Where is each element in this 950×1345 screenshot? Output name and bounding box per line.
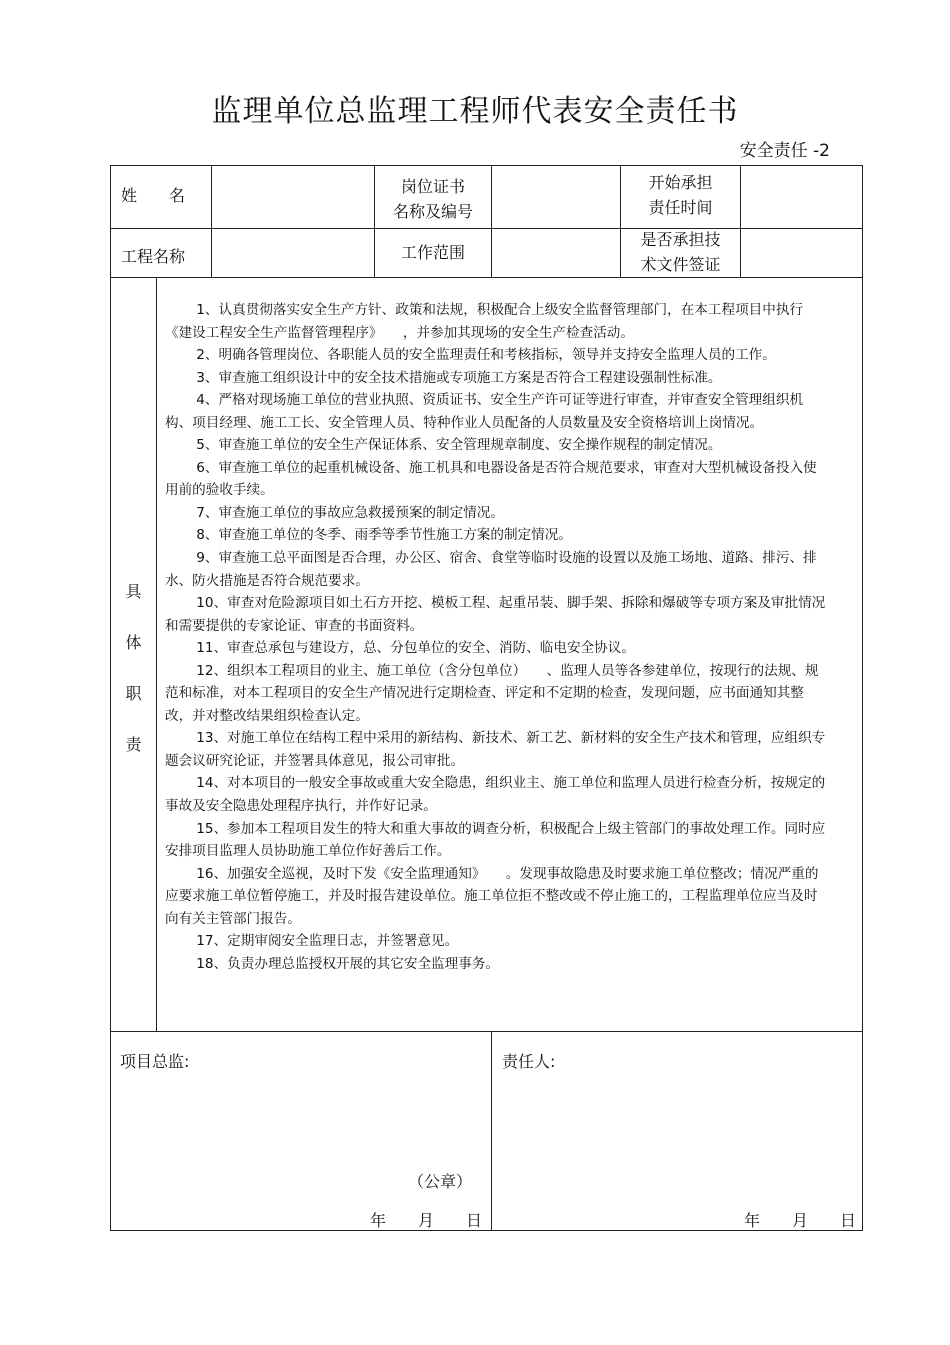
start-time-label-line2: 责任时间 [648,198,713,217]
tech-sign-label-line2: 术文件签证 [640,255,721,274]
duties-label-char: 责 [125,735,142,754]
duty-item: 12、组织本工程项目的业主、施工单位（含分包单位） 、监理人员等各参建单位，按现行的法规、规范和标准，对本工程项目的安全生产情况进行定期检查、评定和不定期的检查，发现问题，应书面通知其整改，并对整改结果组织检查认定。 [165,662,819,724]
duty-item: 13、对施工单位在结构工程中采用的新结构、新技术、新工艺、新材料的安全生产技术和管理，应组织专题会议研究论证，并签署具体意见，报公司审批。 [165,730,826,769]
duties-label-char: 具 [125,582,142,601]
start-time-label-line1: 开始承担 [648,173,713,192]
duty-item: 8、审查施工单位的冬季、雨季等季节性施工方案的制定情况。 [196,527,572,544]
duty-item: 18、负责办理总监授权开展的其它安全监理事务。 [196,955,500,972]
name-label: 姓 名 [121,186,186,205]
start-time-label [621,170,740,220]
duty-item: 6、审查施工单位的起重机械设备、施工机具和电器设备是否符合规范要求，审查对大型机械设备投入使用前的验收手续。 [165,459,817,499]
duties-label-char: 职 [125,684,142,703]
document-number: 安全责任 -2 [739,141,830,161]
left-date: 年 月 日 [370,1211,483,1230]
duty-item: 11、审查总承包与建设方，总、分包单位的安全、消防、临电安全协议。 [196,640,635,657]
duty-item: 3、审查施工组织设计中的安全技术措施或专项施工方案是否符合工程建设强制性标准。 [196,369,722,386]
duty-item: 2、明确各管理岗位、各职能人员的安全监理责任和考核指标，领导并支持安全监理人员的工作。 [196,347,776,364]
official-seal-label: （公章） [408,1172,473,1191]
duty-item: 10、审查对危险源项目如土石方开挖、模板工程、起重吊装、脚手架、拆除和爆破等专项方案及审批情况和需要提供的专家论证、审查的书面资料。 [165,595,826,634]
duties-label [111,566,156,770]
tech-sign-field[interactable] [741,229,862,277]
duty-item: 7、审查施工单位的事故应急救援预案的制定情况。 [196,504,504,521]
duty-item: 16、加强安全巡视，及时下发《安全监理通知》 。发现事故隐患及时要求施工单位整改；情况严重的应要求施工单位暂停施工，并及时报告建设单位。施工单位拒不整改或不停止施工的，工程监理单位应当及时向有关主管部门报告。 [165,865,819,927]
right-date: 年 月 日 [744,1211,857,1230]
document-title: 监理单位总监理工程师代表安全责任书 [211,94,739,129]
duties-list [165,299,830,975]
cert-label-line1: 岗位证书 [400,177,465,196]
duty-item: 17、定期审阅安全监理日志，并签署意见。 [196,933,459,950]
duty-item: 14、对本项目的一般安全事故或重大安全隐患，组织业主、施工单位和监理人员进行检查分析，按规定的事故及安全隐患处理程序执行，并作好记录。 [165,775,826,815]
duty-item: 5、审查施工单位的安全生产保证体系、安全管理规章制度、安全操作规程的制定情况。 [196,437,722,454]
project-name-label: 工程名称 [121,247,186,266]
responsible-person-label: 责任人: [502,1052,556,1071]
duty-item: 15、参加本工程项目发生的特大和重大事故的调查分析，积极配合上级主管部门的事故处理工作。同时应安排项目监理人员协助施工单位作好善后工作。 [165,820,826,860]
work-scope-field[interactable] [492,229,620,277]
project-director-signature-area[interactable] [112,1075,480,1175]
project-director-label: 项目总监: [120,1052,190,1071]
tech-sign-label [621,227,740,277]
duty-item: 1、认真贯彻落实安全生产方针、政策和法规，积极配合上级安全监督管理部门，在本工程项目中执行《建设工程安全生产监督管理程序》 ，并参加其现场的安全生产检查活动。 [165,302,804,341]
work-scope-label: 工作范围 [400,243,465,262]
cert-label-line2: 名称及编号 [392,202,473,221]
project-name-field[interactable] [212,229,375,277]
name-field[interactable] [212,166,375,228]
duty-item: 9、审查施工总平面图是否合理，办公区、宿舍、食堂等临时设施的设置以及施工场地、道路、排污、排水、防火措施是否符合规范要求。 [165,550,817,589]
start-time-field[interactable] [741,166,862,228]
cert-field[interactable] [492,166,620,228]
cert-label [375,174,491,224]
tech-sign-label-line1: 是否承担技 [640,230,721,249]
duty-item: 4、严格对现场施工单位的营业执照、资质证书、安全生产许可证等进行审查，并审查安全管理组织机构、项目经理、施工工长、安全管理人员、特种作业人员配备的人员数量及安全资格培训上岗情况。 [165,392,804,431]
duties-label-char: 体 [125,633,142,652]
responsible-person-signature-area[interactable] [494,1075,860,1195]
